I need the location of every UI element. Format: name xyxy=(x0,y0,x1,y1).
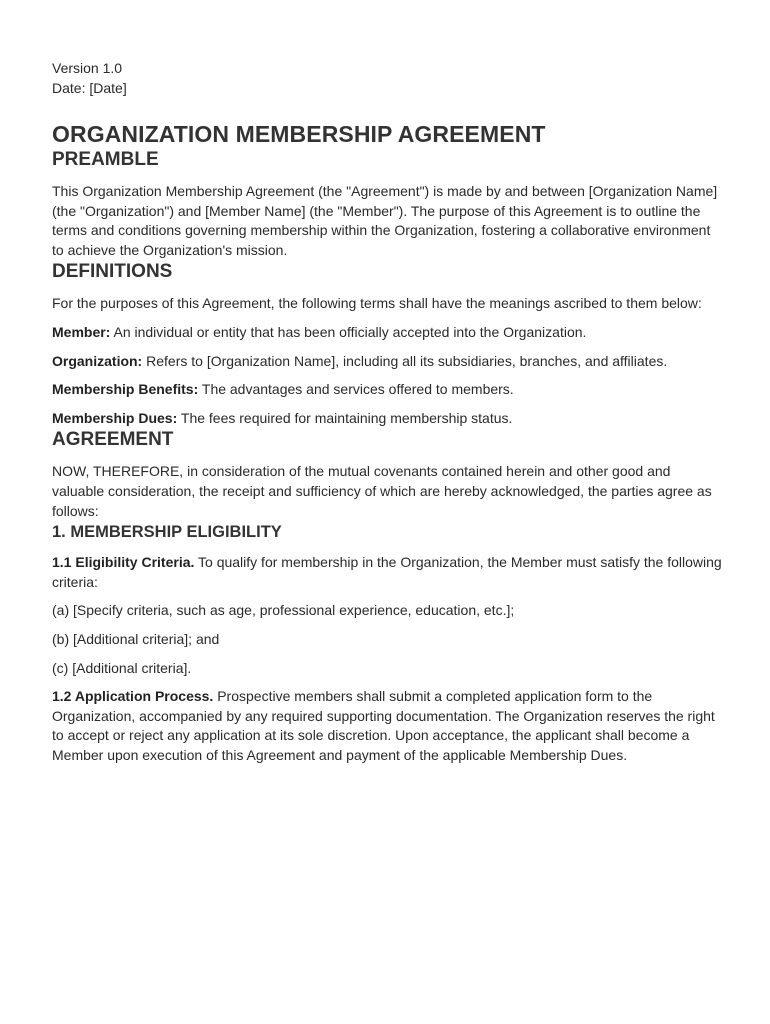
definition-text: The advantages and services offered to members. xyxy=(198,381,514,398)
preamble-text: This Organization Membership Agreement (the "Agreement") is made by and between [Organization Name] (the "Organization") and [Member Name] (the "Member"). The purpose of this Agreement is to outline the terms and conditions governing membership within the Organization, fostering a collaborative environment to achieve the Organization's mission. xyxy=(52,183,718,258)
clause-1-2 xyxy=(52,687,722,765)
clause-label: 1.2 Application Process. xyxy=(52,688,214,705)
definition-term: Organization: xyxy=(52,352,143,369)
definition-text: The fees required for maintaining membership status. xyxy=(177,409,513,426)
definitions-intro: For the purposes of this Agreement, the following terms shall have the meanings ascribed to them below: xyxy=(52,295,702,312)
definition-term: Member: xyxy=(52,323,111,340)
preamble-heading: PREAMBLE xyxy=(52,149,159,170)
clause-label: 1.1 Eligibility Criteria. xyxy=(52,554,195,571)
clause-text: To qualify for membership in the Organization, the Member must satisfy the following criteria: xyxy=(52,554,722,590)
version-line: Version 1.0 xyxy=(52,60,123,76)
definition-text: An individual or entity that has been officially accepted into the Organization. xyxy=(110,323,587,340)
definition-item xyxy=(52,380,722,400)
criteria-item-a: (a) [Specify criteria, such as age, professional experience, education, etc.]; xyxy=(52,602,515,619)
clause-text: Prospective members shall submit a completed application form to the Organization, accompanied by any required supporting documentation. The Organization reserves the right to accept or reject any application at its sole discretion. Upon acceptance, the applicant shall become a Member upon execution of this Agreement and payment of the applicable Membership Dues. xyxy=(52,688,715,763)
document-meta xyxy=(52,58,722,98)
criteria-item-c: (c) [Additional criteria]. xyxy=(52,659,192,676)
definition-text: Refers to [Organization Name], including all its subsidiaries, branches, and affiliates. xyxy=(142,352,668,369)
definition-term: Membership Benefits: xyxy=(52,381,199,398)
section-1-heading: 1. MEMBERSHIP ELIGIBILITY xyxy=(52,523,282,542)
clause-1-1 xyxy=(52,553,722,592)
definition-item xyxy=(52,409,722,429)
agreement-heading: AGREEMENT xyxy=(52,429,174,451)
agreement-text: NOW, THEREFORE, in consideration of the mutual covenants contained herein and other good and valuable consideration, the receipt and sufficiency of which are hereby acknowledged, the parties agree as follows: xyxy=(52,463,712,519)
date-line: Date: [Date] xyxy=(52,80,127,96)
definition-item xyxy=(52,352,722,372)
document-title: ORGANIZATION MEMBERSHIP AGREEMENT xyxy=(52,121,546,147)
document-body xyxy=(52,58,722,765)
definition-term: Membership Dues: xyxy=(52,409,178,426)
definition-item xyxy=(52,323,722,343)
criteria-item-b: (b) [Additional criteria]; and xyxy=(52,630,220,647)
definitions-heading: DEFINITIONS xyxy=(52,261,173,283)
